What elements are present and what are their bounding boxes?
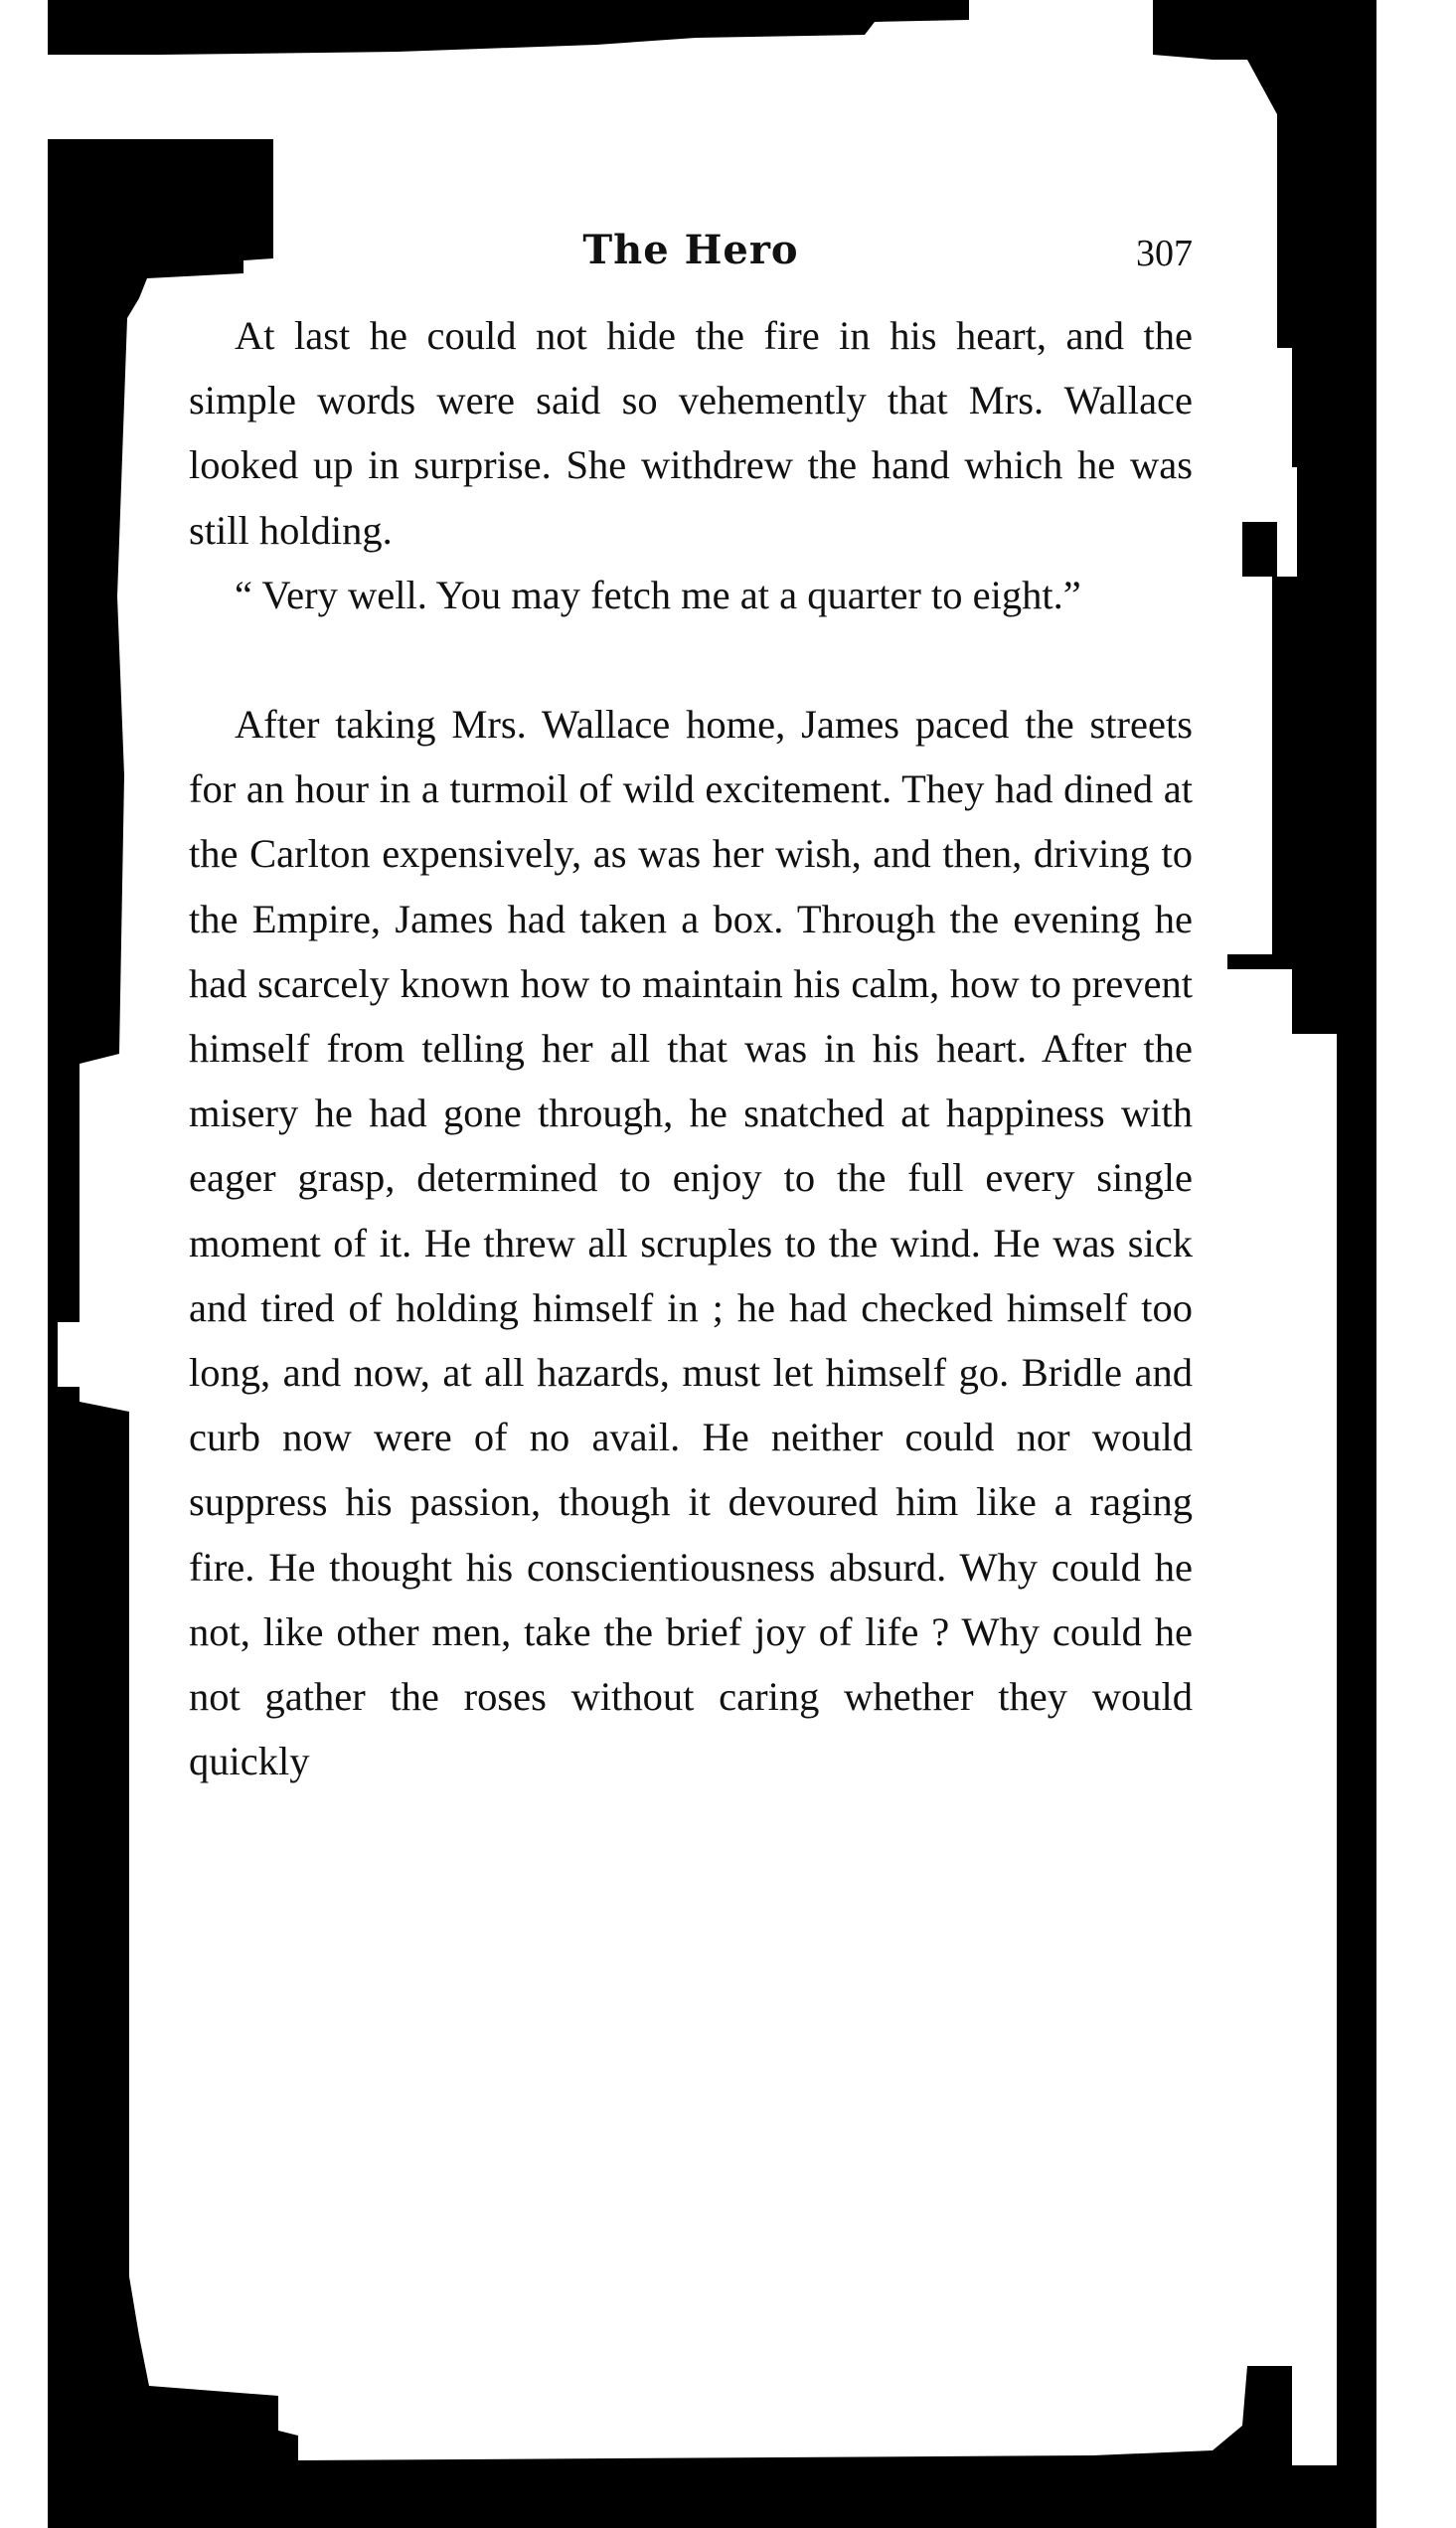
running-head <box>189 217 1193 286</box>
paragraph: At last he could not hide the fire in his heart, and the simple words were said so vehemently that Mrs. Wallace looked up in surprise. She withdrew the hand which he was still holding. <box>189 313 1193 553</box>
body-text <box>189 303 1193 1793</box>
page-number: 307 <box>1136 233 1193 274</box>
paragraph: After taking Mrs. Wallace home, James paced the streets for an hour in a turmoil of wild excitement. They had dined at the Carlton expensively, as was her wish, and then, driving to the Empire, James had taken a box. Through the evening he had scarcely known how to maintain his calm, how to prevent himself from telling her all that was in his heart. After the misery he had gone through, he snatched at happiness with eager grasp, determined to enjoy to the full every single moment of it. He threw all scruples to the wind. He was sick and tired of holding himself in ; he had checked himself too long, and now, at all hazards, must let himself go. Bridle and curb now were of no avail. He neither could nor would suppress his passion, though it devoured him like a raging fire. He thought his conscientiousness absurd. Why could he not, like other men, take the brief joy of life ? Why could he not gather the roses without caring whether they would quickly <box>189 702 1193 1784</box>
running-title: The Hero <box>582 227 799 273</box>
paragraph: “ Very well. You may fetch me at a quarter to eight.” <box>235 572 1081 617</box>
